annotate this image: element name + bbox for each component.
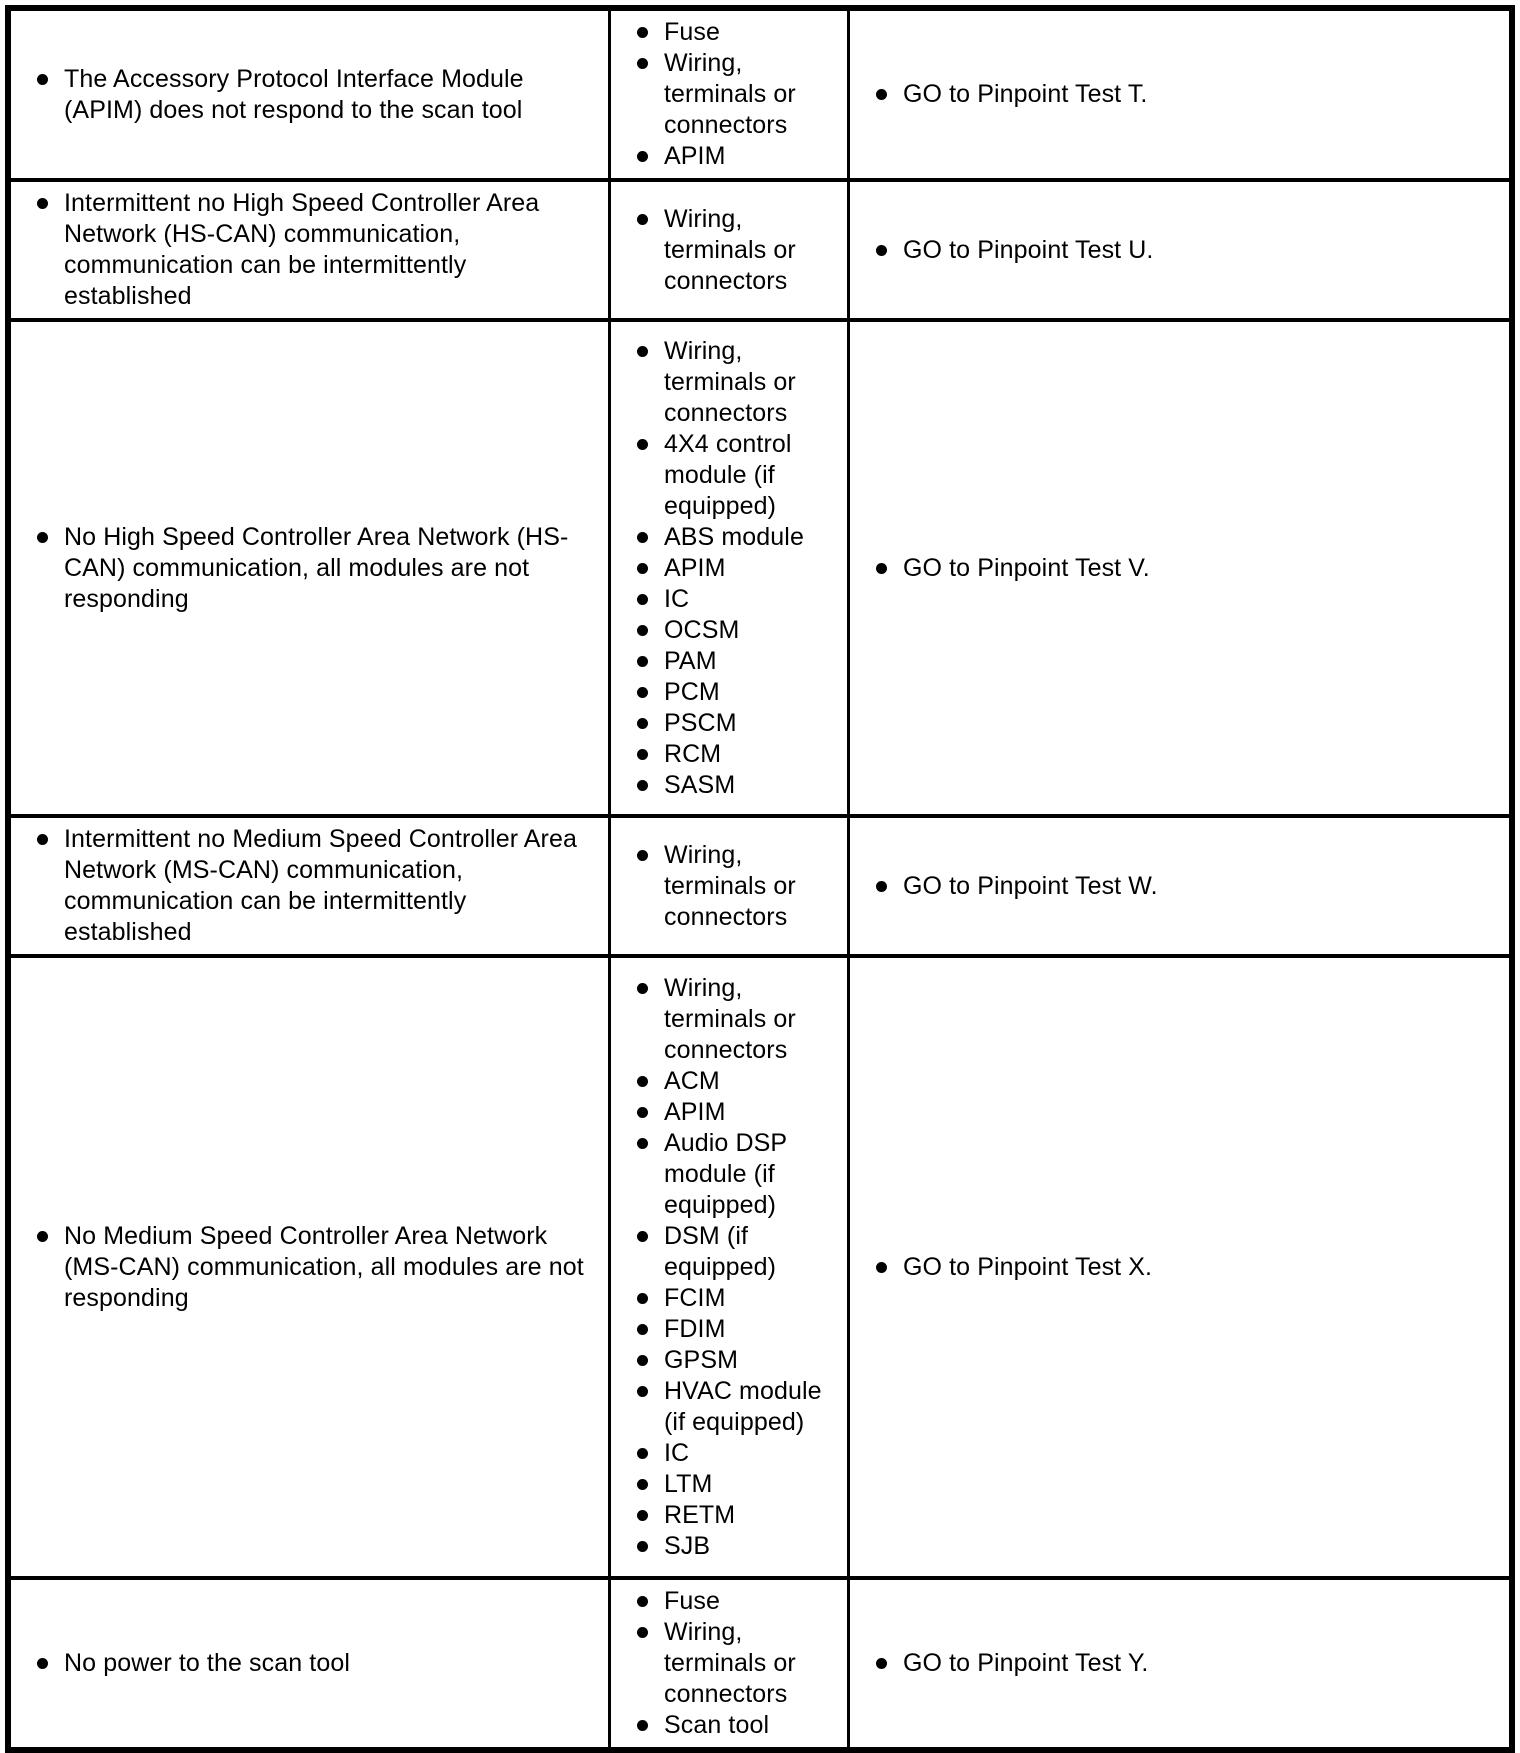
symptom-cell — [11, 818, 608, 954]
item-text: GPSM — [664, 1345, 739, 1374]
bullet-icon — [876, 881, 887, 892]
action-list — [850, 235, 1153, 266]
bullet-icon — [637, 532, 648, 543]
action-cell — [847, 958, 1509, 1576]
bullet-icon — [637, 1720, 648, 1731]
table-row — [11, 11, 1509, 178]
bullet-icon — [637, 563, 648, 574]
symptom-item — [37, 1648, 350, 1679]
item-text: Wiring, terminals or connectors — [664, 840, 796, 931]
possible-sources-list — [611, 840, 839, 933]
source-item — [637, 522, 839, 553]
possible-sources-cell — [608, 818, 847, 954]
possible-sources-list — [611, 1586, 839, 1741]
item-text: Wiring, terminals or connectors — [664, 204, 796, 295]
source-item — [637, 770, 839, 801]
source-item — [637, 646, 839, 677]
bullet-icon — [637, 1510, 648, 1521]
source-item — [637, 1469, 839, 1500]
source-item — [637, 1221, 839, 1283]
item-text: Audio DSP module (if equipped) — [664, 1128, 787, 1219]
bullet-icon — [37, 74, 48, 85]
item-text: Fuse — [664, 18, 720, 46]
bullet-icon — [637, 850, 648, 861]
bullet-icon — [876, 563, 887, 574]
bullet-icon — [37, 532, 48, 543]
item-text: Intermittent no Medium Speed Controller Area Network (MS-CAN) communication, communication can be intermittently established — [64, 825, 577, 946]
table-row — [11, 178, 1509, 318]
bullet-icon — [637, 1627, 648, 1638]
item-text: No High Speed Controller Area Network (HS-CAN) communication, all modules are not responding — [64, 522, 569, 613]
item-text: 4X4 control module (if equipped) — [664, 429, 792, 520]
source-item — [637, 429, 839, 522]
source-item — [637, 17, 839, 48]
bullet-icon — [637, 346, 648, 357]
action-item — [876, 871, 1158, 902]
source-item — [637, 1531, 839, 1562]
source-item — [637, 1500, 839, 1531]
bullet-icon — [37, 834, 48, 845]
item-text: LTM — [664, 1469, 713, 1498]
source-item — [637, 336, 839, 429]
source-item — [637, 739, 839, 770]
item-text: GO to Pinpoint Test V. — [903, 553, 1150, 582]
source-item — [637, 677, 839, 708]
symptom-item — [37, 824, 600, 948]
bullet-icon — [637, 983, 648, 994]
item-text: OCSM — [664, 615, 740, 644]
source-item — [637, 204, 839, 297]
source-item — [637, 1710, 839, 1741]
bullet-icon — [37, 198, 48, 209]
bullet-icon — [876, 1658, 887, 1669]
bullet-icon — [637, 656, 648, 667]
possible-sources-list — [611, 973, 839, 1562]
item-text: GO to Pinpoint Test T. — [903, 80, 1148, 108]
table-row — [11, 814, 1509, 954]
item-text: Wiring, terminals or connectors — [664, 973, 796, 1064]
item-text: RETM — [664, 1500, 736, 1529]
action-cell — [847, 11, 1509, 178]
bullet-icon — [637, 1138, 648, 1149]
source-item — [637, 1066, 839, 1097]
possible-sources-list — [611, 336, 839, 801]
action-cell — [847, 182, 1509, 318]
item-text: DSM (if equipped) — [664, 1221, 777, 1281]
symptom-list — [11, 522, 600, 615]
bullet-icon — [637, 1596, 648, 1607]
bullet-icon — [637, 439, 648, 450]
bullet-icon — [637, 625, 648, 636]
item-text: GO to Pinpoint Test X. — [903, 1252, 1153, 1281]
table-row — [11, 954, 1509, 1576]
item-text: APIM — [664, 1097, 726, 1126]
possible-sources-list — [611, 17, 839, 172]
action-cell — [847, 322, 1509, 814]
item-text: SASM — [664, 770, 736, 799]
bullet-icon — [876, 89, 887, 100]
item-text: PCM — [664, 677, 720, 706]
item-text: RCM — [664, 739, 722, 768]
symptom-item — [37, 64, 600, 126]
symptom-cell — [11, 11, 608, 178]
item-text: Wiring, terminals or connectors — [664, 336, 796, 427]
item-text: Wiring, terminals or connectors — [664, 1618, 796, 1708]
bullet-icon — [876, 1262, 887, 1273]
bullet-icon — [637, 1355, 648, 1366]
action-list — [850, 1252, 1152, 1283]
table-row — [11, 318, 1509, 814]
source-item — [637, 553, 839, 584]
bullet-icon — [637, 687, 648, 698]
item-text: Wiring, terminals or connectors — [664, 49, 796, 139]
bullet-icon — [637, 1324, 648, 1335]
source-item — [637, 1097, 839, 1128]
item-text: FCIM — [664, 1283, 726, 1312]
item-text: No Medium Speed Controller Area Network (MS-CAN) communication, all modules are not responding — [64, 1221, 584, 1312]
item-text: ACM — [664, 1066, 720, 1095]
item-text: SJB — [664, 1531, 711, 1560]
source-item — [637, 840, 839, 933]
bullet-icon — [637, 214, 648, 225]
symptom-list — [11, 64, 600, 126]
item-text: PSCM — [664, 708, 737, 737]
source-item — [637, 1376, 839, 1438]
bullet-icon — [637, 1076, 648, 1087]
symptom-list — [11, 188, 600, 312]
action-item — [876, 1648, 1148, 1679]
item-text: No power to the scan tool — [64, 1649, 350, 1677]
symptom-list — [11, 824, 600, 948]
source-item — [637, 1345, 839, 1376]
bullet-icon — [37, 1658, 48, 1669]
item-text: The Accessory Protocol Interface Module (APIM) does not respond to the scan tool — [64, 64, 524, 124]
action-list — [850, 79, 1147, 110]
symptom-cell — [11, 182, 608, 318]
bullet-icon — [637, 27, 648, 38]
bullet-icon — [637, 151, 648, 162]
bullet-icon — [637, 1293, 648, 1304]
bullet-icon — [637, 1479, 648, 1490]
item-text: IC — [664, 1438, 690, 1467]
item-text: Scan tool — [664, 1711, 770, 1739]
item-text: GO to Pinpoint Test W. — [903, 871, 1158, 900]
source-item — [637, 584, 839, 615]
item-text: FDIM — [664, 1314, 726, 1343]
bullet-icon — [637, 749, 648, 760]
source-item — [637, 708, 839, 739]
bullet-icon — [637, 1448, 648, 1459]
symptom-item — [37, 1221, 600, 1314]
bullet-icon — [637, 1541, 648, 1552]
action-list — [850, 1648, 1148, 1679]
symptom-cell — [11, 322, 608, 814]
possible-sources-cell — [608, 958, 847, 1576]
item-text: PAM — [664, 646, 717, 675]
bullet-icon — [637, 594, 648, 605]
source-item — [637, 48, 839, 141]
bullet-icon — [637, 58, 648, 69]
item-text: GO to Pinpoint Test U. — [903, 235, 1154, 264]
source-item — [637, 615, 839, 646]
source-item — [637, 1438, 839, 1469]
bullet-icon — [637, 718, 648, 729]
source-item — [637, 141, 839, 172]
source-item — [637, 1314, 839, 1345]
symptom-item — [37, 522, 600, 615]
bullet-icon — [637, 1231, 648, 1242]
action-list — [850, 553, 1150, 584]
possible-sources-cell — [608, 1580, 847, 1747]
item-text: APIM — [664, 553, 726, 582]
item-text: IC — [664, 584, 690, 613]
action-item — [876, 79, 1147, 110]
source-item — [637, 1617, 839, 1710]
action-item — [876, 235, 1153, 266]
source-item — [637, 1283, 839, 1314]
action-item — [876, 1252, 1152, 1283]
item-text: GO to Pinpoint Test Y. — [903, 1649, 1149, 1677]
possible-sources-cell — [608, 11, 847, 178]
source-item — [637, 1586, 839, 1617]
action-list — [850, 871, 1158, 902]
symptom-cell — [11, 1580, 608, 1747]
bullet-icon — [37, 1231, 48, 1242]
symptom-item — [37, 188, 600, 312]
bullet-icon — [637, 780, 648, 791]
item-text: Intermittent no High Speed Controller Area Network (HS-CAN) communication, communication can be intermittently established — [64, 189, 540, 310]
action-item — [876, 553, 1150, 584]
source-item — [637, 973, 839, 1066]
symptom-list — [11, 1648, 350, 1679]
item-text: APIM — [664, 142, 726, 170]
possible-sources-cell — [608, 322, 847, 814]
bullet-icon — [637, 1386, 648, 1397]
possible-sources-list — [611, 204, 839, 297]
item-text: HVAC module (if equipped) — [664, 1376, 822, 1436]
possible-sources-cell — [608, 182, 847, 318]
item-text: Fuse — [664, 1587, 720, 1615]
symptom-cell — [11, 958, 608, 1576]
item-text: ABS module — [664, 522, 804, 551]
table-row — [11, 1576, 1509, 1747]
action-cell — [847, 1580, 1509, 1747]
bullet-icon — [876, 245, 887, 256]
action-cell — [847, 818, 1509, 954]
symptom-list — [11, 1221, 600, 1314]
symptom-chart-table — [5, 5, 1515, 1753]
bullet-icon — [637, 1107, 648, 1118]
source-item — [637, 1128, 839, 1221]
